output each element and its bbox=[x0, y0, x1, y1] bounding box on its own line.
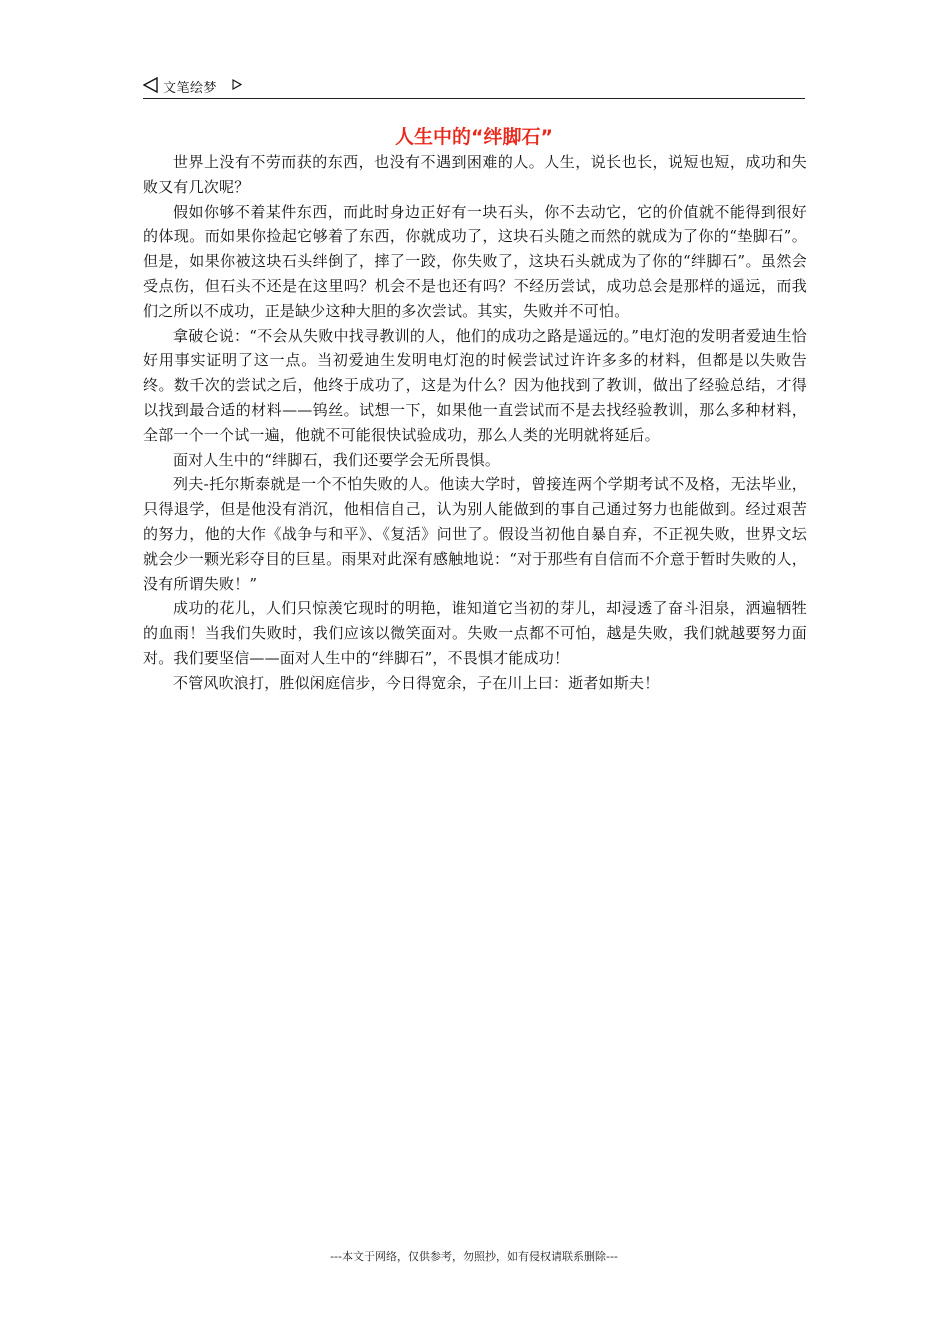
paragraph: 假如你够不着某件东西，而此时身边正好有一块石头，你不去动它，它的价值就不能得到很好的体现。而如果你捡起它够着了东西，你就成功了，这块石头随之而然的就成为了你的“垫脚石”。但是，如果你被这块石头绊倒了，摔了一跤，你失败了，这块石头就成为了你的“绊脚石”。虽然会受点伤，但石头不还是在这里吗？机会不是也还有吗？不经历尝试，成功总会是那样的遥远，而我们之所以不成功，正是缺少这种大胆的多次尝试。其实，失败并不可怕。 bbox=[143, 202, 807, 320]
left-triangle-icon bbox=[143, 77, 159, 93]
header-brand: 文笔绘梦 bbox=[163, 81, 218, 96]
article-title: 人生中的“绊脚石” bbox=[395, 126, 553, 148]
page-header bbox=[143, 74, 805, 99]
article-body bbox=[143, 150, 807, 696]
right-triangle-icon bbox=[232, 79, 242, 90]
paragraph: 面对人生中的“绊脚石，我们还要学会无所畏惧。 bbox=[173, 450, 501, 469]
paragraph: 成功的花儿，人们只惊羡它现时的明艳，谁知道它当初的芽儿，却浸透了奋斗泪泉，洒遍牺牲的血雨！当我们失败时，我们应该以微笑面对。失败一点都不可怕，越是失败，我们就越要努力面对。我们要坚信——面对人生中的“绊脚石”，不畏惧才能成功！ bbox=[143, 599, 807, 667]
paragraph: 不管风吹浪打，胜似闲庭信步，今日得宽余，子在川上曰：逝者如斯夫！ bbox=[173, 673, 660, 692]
page-footer: ---本文于网络，仅供参考，勿照抄，如有侵权请联系删除--- bbox=[330, 1250, 618, 1263]
paragraph: 拿破仑说：“不会从失败中找寻教训的人，他们的成功之路是遥远的。”电灯泡的发明者爱迪生恰好用事实证明了这一点。当初爱迪生发明电灯泡的时候尝试过许许多多的材料，但都是以失败告终。数千次的尝试之后，他终于成功了，这是为什么？因为他找到了教训，做出了经验总结，才得以找到最合适的材料——钨丝。试想一下，如果他一直尝试而不是去找经验教训，那么多种材料，全部一个一个试一遍，他就不可能很快试验成功，那么人类的光明就将延后。 bbox=[143, 326, 807, 444]
paragraph: 列夫-托尔斯泰就是一个不怕失败的人。他读大学时，曾接连两个学期考试不及格，无法毕业，只得退学，但是他没有消沉，他相信自己，认为别人能做到的事自己通过努力也能做到。经过艰苦的努力，他的大作《战争与和平》、《复活》问世了。假设当初他自暴自弃，不正视失败，世界文坛就会少一颗光彩夺目的巨星。雨果对此深有感触地说：“对于那些有自信而不介意于暂时失败的人，没有所谓失败！” bbox=[143, 475, 807, 593]
paragraph: 世界上没有不劳而获的东西，也没有不遇到困难的人。人生，说长也长，说短也短，成功和失败又有几次呢？ bbox=[143, 153, 807, 196]
